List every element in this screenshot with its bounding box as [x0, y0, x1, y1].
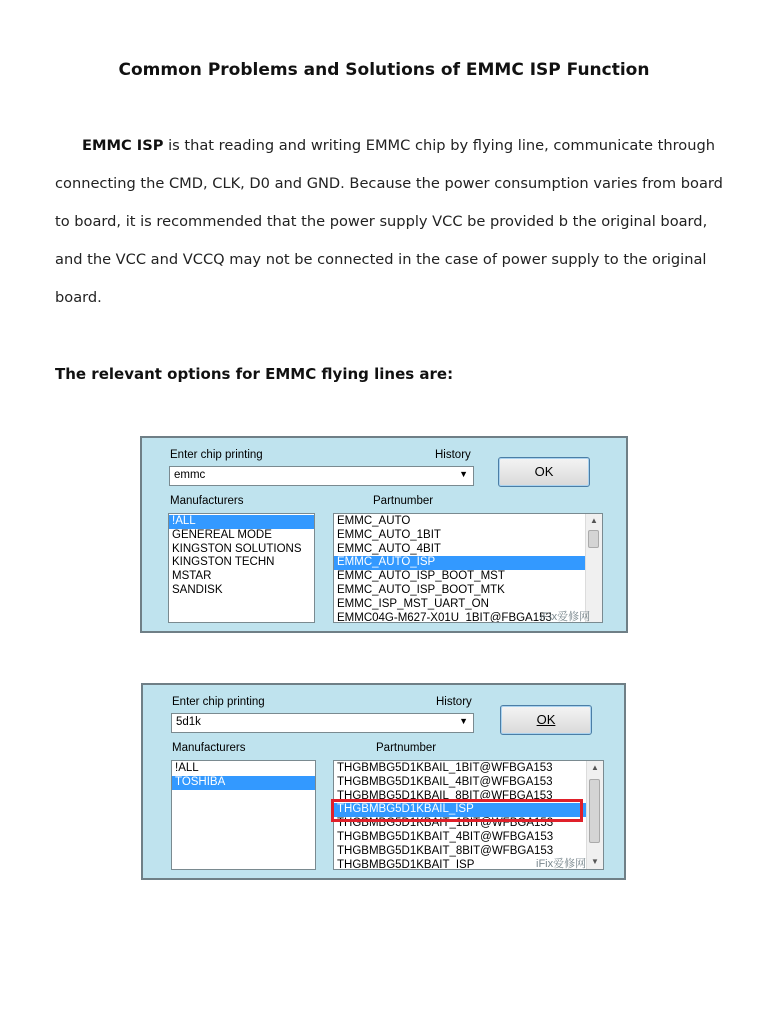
watermark: iFix爱修网 [536, 858, 587, 870]
chevron-down-icon[interactable]: ▼ [459, 469, 468, 479]
partnumber-item[interactable]: EMMC_AUTO_ISP [334, 556, 602, 570]
partnumber-item[interactable]: THGBMBG5D1KBAIL_1BIT@WFBGA153 [337, 762, 553, 774]
manufacturer-item[interactable]: !ALL [169, 515, 314, 529]
manufacturer-item[interactable]: !ALL [175, 762, 199, 774]
ok-label: OK [536, 712, 556, 727]
manufacturer-item[interactable]: TOSHIBA [172, 776, 315, 790]
chip-search-dialog-emmc [140, 436, 628, 633]
chip-printing-input[interactable] [171, 713, 474, 733]
partnumber-list[interactable] [333, 513, 603, 623]
history-label: History [436, 696, 472, 708]
partnumber-item[interactable]: THGBMBG5D1KBAIL_ISP [334, 803, 603, 817]
partnumber-item[interactable]: THGBMBG5D1KBAIT_4BIT@WFBGA153 [337, 830, 554, 843]
chip-printing-input[interactable] [169, 466, 474, 486]
manufacturer-item[interactable]: SANDISK [172, 583, 223, 596]
manufacturers-label: Manufacturers [170, 495, 244, 507]
intro-paragraph [55, 127, 725, 317]
partnumber-item[interactable]: EMMC_AUTO_1BIT [337, 528, 441, 541]
partnumber-item[interactable]: EMMC_AUTO_ISP_BOOT_MTK [337, 583, 505, 596]
partnumber-scrollbar[interactable] [586, 761, 603, 869]
chip-printing-value: 5d1k [176, 716, 201, 728]
manufacturer-item[interactable]: KINGSTON TECHN [172, 556, 275, 569]
manufacturer-item[interactable]: GENEREAL MODE [172, 528, 272, 541]
partnumber-label: Partnumber [373, 495, 434, 507]
scroll-up-arrow-icon[interactable]: ▲ [590, 516, 598, 525]
scrollbar-thumb[interactable] [588, 530, 599, 548]
document-title: Common Problems and Solutions of EMMC ISP Function [118, 60, 650, 80]
chip-printing-value: emmc [174, 469, 206, 481]
red-highlight-box [331, 799, 583, 822]
history-label: History [435, 449, 471, 461]
watermark: iFix爱修网 [540, 611, 591, 623]
manufacturers-list[interactable] [168, 513, 315, 623]
manufacturers-list[interactable] [171, 760, 316, 870]
scroll-down-arrow-icon[interactable]: ▼ [591, 857, 599, 866]
partnumber-item[interactable]: EMMC_AUTO_4BIT [337, 542, 441, 555]
chip-search-dialog-5d1k [141, 683, 626, 880]
partnumber-item[interactable]: THGBMBG5D1KBAIT_1BIT@WFBGA153 [337, 817, 554, 830]
scroll-up-arrow-icon[interactable]: ▲ [591, 763, 599, 772]
manufacturer-item[interactable]: KINGSTON SOLUTIONS [172, 542, 302, 555]
partnumber-item[interactable]: THGBMBG5D1KBAIT_ISP [337, 858, 475, 870]
chevron-down-icon[interactable]: ▼ [459, 716, 468, 726]
partnumber-item[interactable]: EMMC_AUTO_ISP_BOOT_MST [337, 570, 505, 583]
intro-bold-term: EMMC ISP [82, 137, 164, 154]
partnumber-scrollbar[interactable] [585, 514, 602, 622]
subheading: The relevant options for EMMC flying lines are: [55, 365, 454, 383]
partnumber-item[interactable]: EMMC_ISP_MST_UART_ON [337, 597, 489, 610]
ok-button[interactable] [500, 705, 592, 735]
manufacturer-item[interactable]: MSTAR [172, 570, 212, 583]
enter-chip-label: Enter chip printing [172, 696, 265, 708]
scrollbar-thumb[interactable] [589, 779, 600, 843]
partnumber-item[interactable]: THGBMBG5D1KBAIT_8BIT@WFBGA153 [337, 844, 554, 857]
enter-chip-label: Enter chip printing [170, 449, 263, 461]
partnumber-item[interactable]: THGBMBG5D1KBAIL_8BIT@WFBGA153 [337, 789, 553, 802]
partnumber-item[interactable]: THGBMBG5D1KBAIL_4BIT@WFBGA153 [337, 775, 553, 788]
partnumber-item[interactable]: EMMC04G-M627-X01U_1BIT@FBGA153 [337, 611, 552, 623]
manufacturers-label: Manufacturers [172, 742, 246, 754]
partnumber-label: Partnumber [376, 742, 437, 754]
ok-button[interactable]: OK [498, 457, 590, 487]
intro-text: is that reading and writing EMMC chip by flying line, communicate through connecting the CMD, CLK, D0 and GND. Because the power consumption varies from board to board, it is recommended that the power supply VCC be provided b the original board, and the VCC and VCCQ may not be connected in the case of power supply to the original board. [55, 137, 723, 306]
partnumber-item[interactable]: EMMC_AUTO [337, 515, 411, 527]
